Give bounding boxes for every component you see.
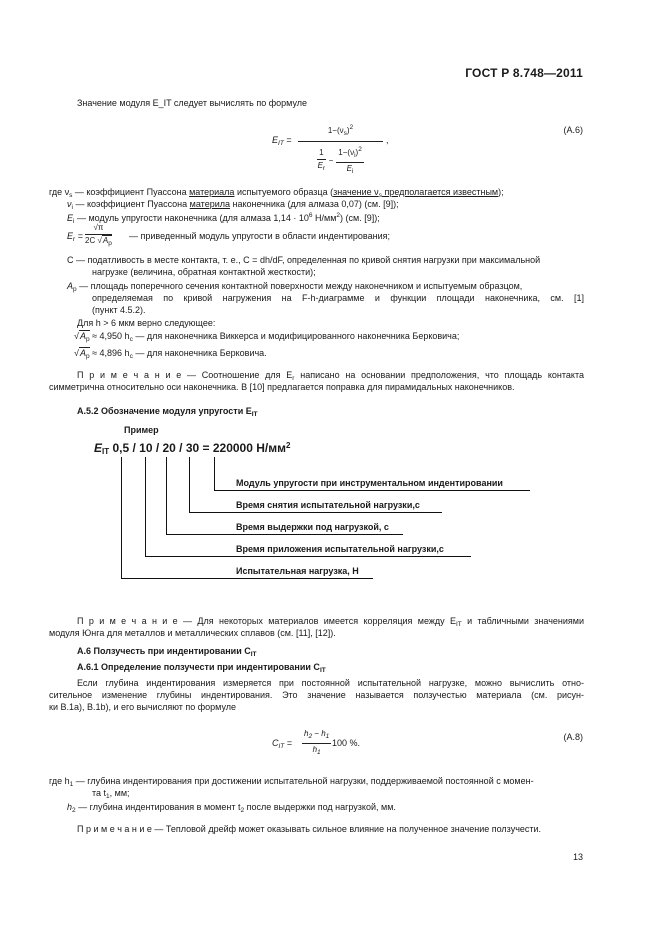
def-h1-line2: та $t_1$, мм;	[92, 788, 130, 800]
example-label: Пример	[124, 425, 159, 435]
def-h2: $h_2$ — глубина индентирования в момент $t_2$ после выдержки под нагрузкой, мм.	[67, 802, 396, 814]
def-h1-line1: где $h_1$ — глубина индентирования при достижении испытательной нагрузки, поддерживаемой постоянной с момен-	[49, 776, 534, 788]
section-a6-title: А.6 Ползучесть при индентировании $C_{IT}$	[77, 646, 257, 658]
callout-modulus: Модуль упругости при инструментальном индентировании	[236, 478, 503, 488]
section-a61-title: А.6.1 Определение ползучести при индентировании $C_{IT}$	[77, 662, 326, 674]
designation-formula: $E_{IT}$ 0,5 / 10 / 20 / 30 = 220000 $Н/мм^2$	[94, 441, 291, 456]
area-eq-vickers: $√A_p \approx 4,950$ $h_c$ — для наконечника Виккерса и модифицированного наконечника Берковича;	[74, 331, 460, 343]
callout-test-load: Испытательная нагрузка, Н	[236, 566, 359, 576]
def-area-2: определяемая по кривой нагружения на F-h-диаграмме и функции площади наконечника, см. [1]	[92, 293, 584, 303]
section-a52-title: А.5.2 Обозначение модуля упругости $E_{IT}$	[77, 406, 258, 418]
area-eq-berkovich: $√A_p \approx 4,896$ $h_c$ — для наконечника Берковича.	[74, 348, 267, 360]
para-a61-line1: Если глубина индентирования измеряется при постоянной испытательной нагрузке, можно вычислить отно-	[77, 678, 584, 688]
connector-load-vertical	[121, 457, 122, 578]
connector-modulus-horizontal	[214, 490, 530, 491]
connector-unload-time-horizontal	[189, 512, 442, 513]
formula-a8-number: (А.8)	[563, 732, 583, 742]
connector-load-horizontal	[121, 578, 373, 579]
connector-hold-time-horizontal	[166, 534, 403, 535]
note2-line2: модуля Юнга для металлов и металлических сплавов (см. [11], [12]).	[49, 628, 336, 638]
para-a61-line2: сительное изменение глубины индентирования. Это значение называется ползучестью материала (см. рисун-	[49, 690, 584, 700]
condition-text: Для h > 6 мкм верно следующее:	[77, 318, 216, 328]
para-a61-line3: ки В.1а), В.1b), и его вычисляют по формуле	[49, 702, 237, 712]
intro-text: Значение модуля E_IT следует вычислять по формуле	[77, 98, 308, 108]
formula-a6-number: (А.6)	[563, 125, 583, 135]
def-compliance-2: нагрузке (величина, обратная контактной жесткости);	[92, 267, 316, 277]
callout-hold-time: Время выдержки под нагрузкой, с	[236, 522, 389, 532]
page-number: 13	[572, 852, 583, 862]
note3: П р и м е ч а н и е — Тепловой дрейф может оказывать сильное влияние на полученное значение ползучести.	[77, 824, 542, 834]
connector-modulus-vertical	[214, 457, 215, 490]
connector-hold-time-vertical	[166, 457, 167, 534]
standard-id: ГОСТ Р 8.748—2011	[465, 66, 583, 80]
def-poisson-specimen: где $\nu_s$ — коэффициент Пуассона материала испытуемого образца (значение $\nu_s$ предполагается известным);	[49, 187, 504, 199]
note2-line1: П р и м е ч а н и е — Для некоторых материалов имеется корреляция между $E_{IT}$ и табличными значениями	[77, 616, 584, 628]
callout-unload-time: Время снятия испытательной нагрузки,с	[236, 500, 420, 510]
note1-line1: П р и м е ч а н и е — Соотношение для $E_r$ написано на основании предположения, что площадь контакта	[77, 370, 584, 382]
connector-load-time-vertical	[145, 457, 146, 556]
callout-load-time: Время приложения испытательной нагрузки,с	[236, 544, 444, 554]
def-indenter-modulus: $E_i$ — модуль упругости наконечника (для алмаза $1,14 \cdot 10^6$ $Н/мм^2$) (см. [9]);	[67, 212, 380, 225]
note1-line2: симметрична относительно оси наконечника. В [10] предлагается поправка для пирамидальных наконечников.	[49, 382, 515, 392]
connector-load-time-horizontal	[145, 556, 471, 557]
connector-unload-time-vertical	[189, 457, 190, 512]
def-area-1: $A_p$ — площадь поперечного сечения контактной поверхности между наконечником и испытуемым образцом,	[67, 281, 523, 293]
def-area-3: (пункт 4.5.2).	[92, 305, 146, 315]
def-compliance-1: C — податливость в месте контакта, т. е., C = dh/dF, определенная по кривой снятия нагрузки при максимальной	[67, 255, 541, 265]
def-poisson-indenter: $\nu_i$ — коэффициент Пуассона материла наконечника (для алмаза 0,07) (см. [9]);	[67, 199, 399, 211]
